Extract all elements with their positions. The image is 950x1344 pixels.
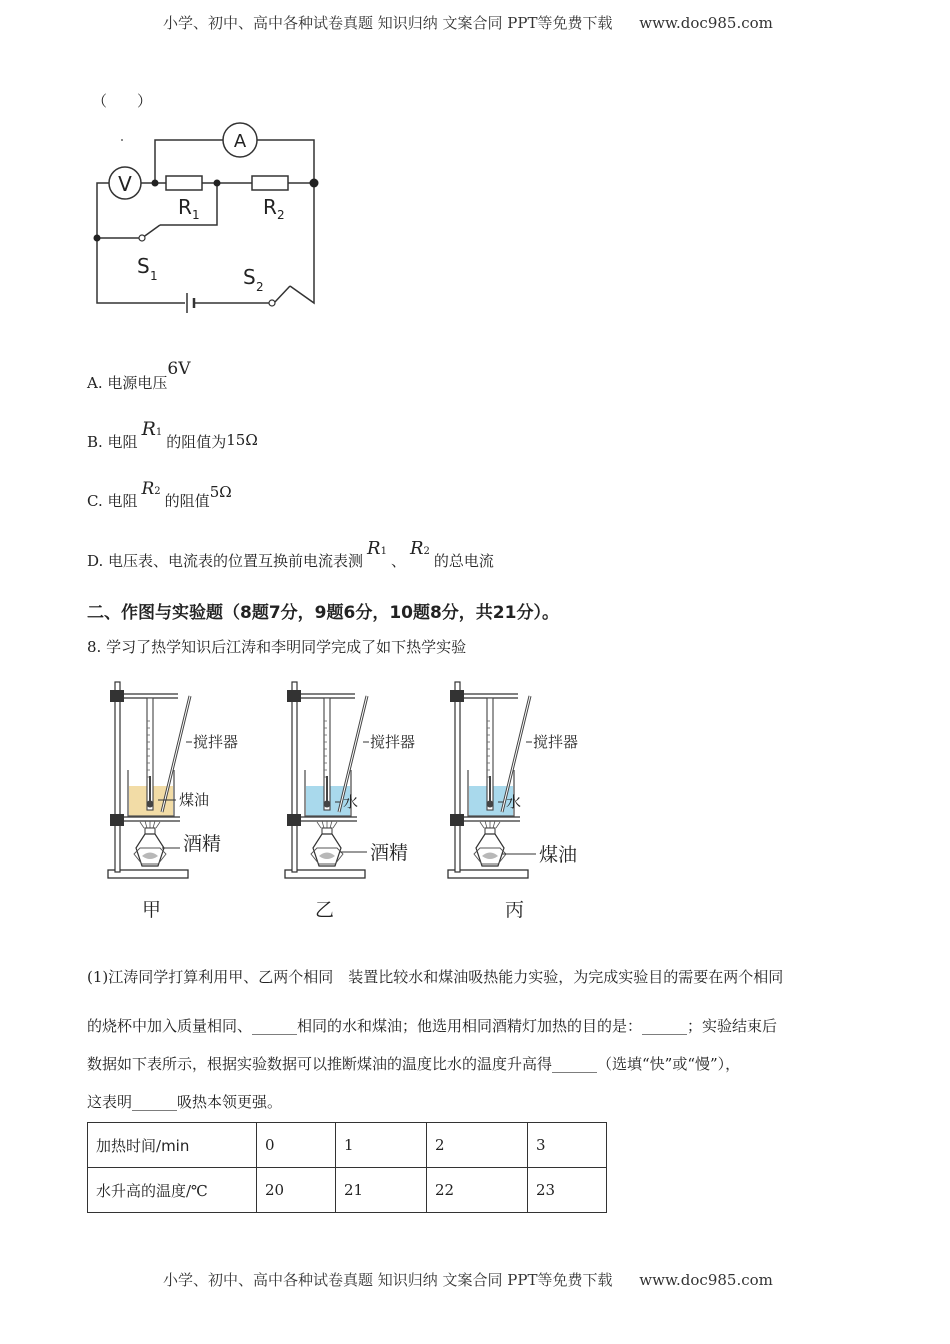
option-b-symbol: R [141, 418, 156, 440]
part1-line3: 数据如下表所示，根据实验数据可以推断煤油的温度比水的温度升高得______（选填“快”或“慢”）， [87, 1055, 741, 1073]
table-cell: 22 [427, 1168, 528, 1213]
option-c-sub: 2 [154, 486, 161, 497]
voltmeter-label: V [118, 172, 132, 196]
yi-caption: 乙 [315, 899, 335, 921]
option-d-sub1: 1 [380, 546, 387, 557]
option-d-sep: 、 [390, 552, 406, 570]
jia-burner-label: 酒精 [183, 833, 222, 855]
part1-line2: 的烧杯中加入质量相同、______相同的水和煤油；他选用相同酒精灯加热的目的是：______；实验结束后 [87, 1017, 778, 1035]
table-cell: 2 [427, 1123, 528, 1168]
footer-text: 小学、初中、高中各种试卷真题 知识归纳 文案合同 PPT等免费下载 [163, 1271, 613, 1289]
header-text: 小学、初中、高中各种试卷真题 知识归纳 文案合同 PPT等免费下载 [163, 14, 613, 32]
r2-sub: 2 [277, 208, 285, 222]
option-d-symbol1: R [367, 538, 381, 559]
option-d-text: D. 电压表、电流表的位置互换前电流表测 [87, 552, 364, 570]
question8-intro: 8. 学习了热学知识后江涛和李明同学完成了如下热学实验 [87, 638, 467, 656]
option-c-text2: 的阻值 [164, 492, 210, 510]
option-b-sub: 1 [155, 427, 163, 438]
r1-sub: 1 [192, 208, 200, 222]
page-header [163, 12, 773, 33]
section-title: 二、作图与实验题（8题7分，9题6分，10题8分，共21分）。 [87, 603, 559, 623]
option-a-value: 6V [167, 359, 191, 379]
table-cell: 23 [528, 1168, 607, 1213]
circuit-diagram [90, 118, 330, 318]
part1-line4: 这表明______吸热本领更强。 [87, 1093, 283, 1111]
option-d-symbol2: R [409, 538, 424, 559]
table-cell: 1 [336, 1123, 427, 1168]
table-cell [88, 1123, 257, 1168]
figure-jia [108, 682, 238, 921]
yi-stirrer-label: 搅拌器 [370, 733, 416, 751]
option-c-value: 5Ω [209, 483, 232, 501]
experiment-figures [100, 676, 600, 924]
option-b[interactable] [87, 418, 258, 451]
option-c[interactable] [87, 478, 232, 510]
option-d[interactable] [87, 538, 494, 570]
cell-unit: min [161, 1136, 190, 1155]
option-b-value: 15Ω [226, 431, 258, 449]
ammeter-label: A [233, 131, 247, 152]
data-table [87, 1122, 607, 1213]
table-row [88, 1123, 607, 1168]
bing-liquid-label: 水 [506, 793, 522, 811]
cell-text: 加热时间/ [96, 1136, 162, 1155]
yi-burner-label: 酒精 [370, 842, 409, 864]
part1-line1: (1)江涛同学打算利用甲、乙两个相同 装置比较水和煤油吸热能力实验，为完成实验目的需要在两个相同 [87, 968, 784, 986]
answer-bracket: （ ） [92, 92, 153, 110]
table-cell: 水升高的温度/℃ [88, 1168, 257, 1213]
jia-caption: 甲 [142, 899, 162, 921]
header-url: www.doc985.com [639, 14, 773, 32]
r2-label: R [263, 195, 277, 219]
option-d-sub2: 2 [423, 546, 430, 557]
option-b-text: B. 电阻 [87, 433, 138, 451]
s1-label: S [137, 254, 150, 278]
page-footer [163, 1269, 773, 1290]
jia-liquid-label: 煤油 [179, 791, 210, 809]
s1-sub: 1 [150, 269, 158, 283]
table-cell: 0 [257, 1123, 336, 1168]
bing-caption: 丙 [505, 899, 525, 921]
table-row [88, 1168, 607, 1213]
option-a-text: A. 电源电压 [87, 374, 168, 392]
table-cell: 21 [336, 1168, 427, 1213]
bing-burner-label: 煤油 [539, 844, 578, 866]
option-c-text: C. 电阻 [87, 492, 138, 510]
option-c-symbol: R [141, 479, 155, 499]
jia-stirrer-label: 搅拌器 [193, 733, 239, 751]
s2-sub: 2 [256, 280, 264, 294]
s2-label: S [243, 265, 256, 289]
table-cell: 3 [528, 1123, 607, 1168]
figure-yi [285, 682, 415, 921]
table-cell: 20 [257, 1168, 336, 1213]
figure-bing [448, 682, 578, 921]
option-a[interactable] [87, 358, 191, 392]
option-d-text2: 的总电流 [433, 552, 494, 570]
footer-url: www.doc985.com [639, 1271, 773, 1289]
option-b-text2: 的阻值为 [166, 433, 227, 451]
bing-stirrer-label: 搅拌器 [533, 733, 579, 751]
yi-liquid-label: 水 [343, 793, 359, 811]
r1-label: R [178, 195, 192, 219]
